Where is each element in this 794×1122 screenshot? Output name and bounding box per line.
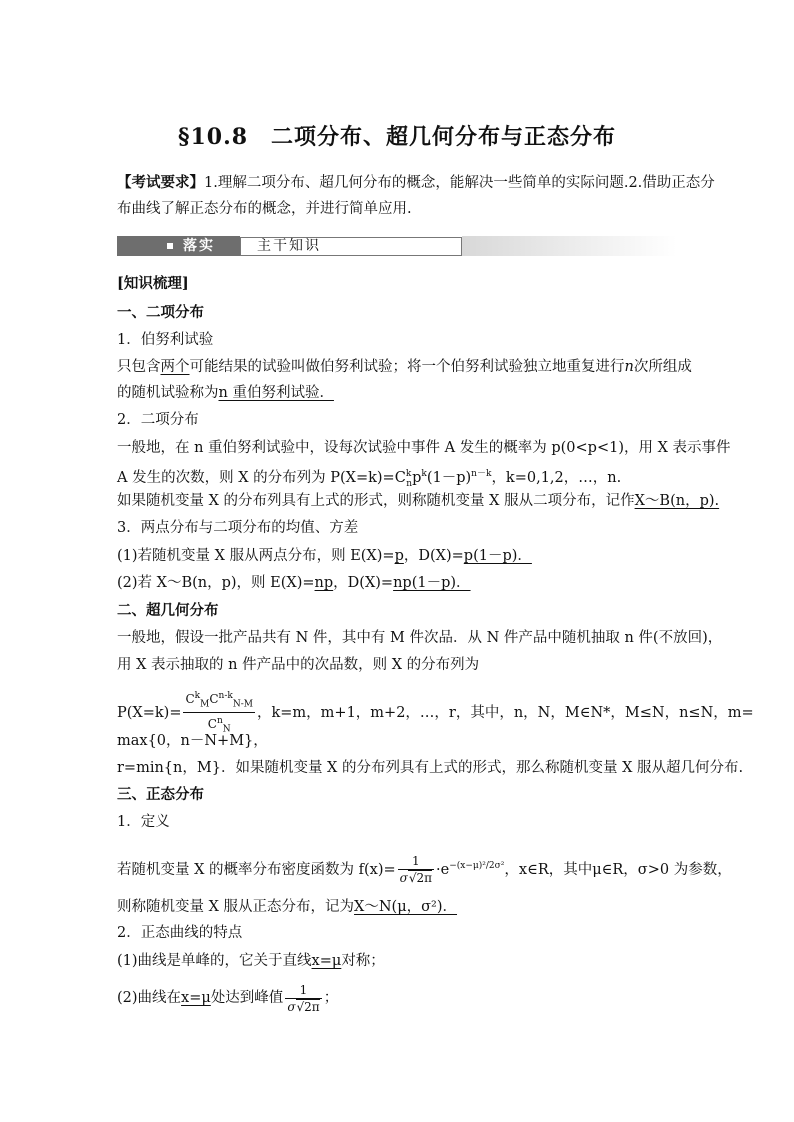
text-span: 如果随机变量 X 的分布列具有上式的形式，则称随机变量 X 服从二项分布，记作 [117, 493, 635, 509]
underlined-answer: np [314, 575, 334, 591]
text-span: 对称； [341, 953, 385, 969]
density-fraction [398, 853, 434, 886]
underlined-answer: p(1－p)． [463, 548, 532, 564]
text-span: (2)曲线在 [117, 990, 182, 1006]
text-span: 则称随机变量 X 服从正态分布，记为 [117, 899, 355, 915]
underlined-answer: X～N(μ，σ²)． [354, 899, 458, 915]
square-bullet-icon [167, 243, 173, 249]
underlined-answer: np(1－p)． [393, 575, 471, 591]
section-normal-heading: 三、正态分布 [117, 786, 204, 803]
text-span: p [412, 469, 422, 486]
binomial-mean-variance [117, 573, 677, 593]
exam-requirements-text-1: 1.理解二项分布、超几何分布的概念，能解决一些简单的实际问题.2.借助正态分 [204, 175, 715, 191]
normal-curve-heading: 2．正态曲线的特点 [117, 925, 243, 941]
normal-density-formula [117, 848, 732, 888]
bernoulli-text-1 [117, 357, 692, 377]
text-span: ·e [436, 861, 450, 878]
text-span: 处达到峰值 [210, 990, 284, 1006]
text-span: ，x∈R，其中μ∈R，σ>0 为参数， [504, 861, 732, 878]
text-span: 只包含 [117, 359, 161, 375]
binomial-text-1: 一般地，在 n 重伯努利试验中，设每次试验中事件 A 发生的概率为 p(0<p<1)，用 X 表示事件 [117, 440, 731, 456]
peak-fraction [285, 982, 321, 1015]
hypergeometric-text-4: max{0，n－N+M}， [117, 733, 268, 749]
normal-curve-feature-2 [117, 980, 677, 1016]
exam-requirements-label: 【考试要求】 [117, 174, 204, 191]
text-span: (2)若 X～B(n，p)，则 E(X)= [117, 575, 315, 591]
text-span: ，D(X)= [333, 575, 394, 591]
mean-variance-heading: 3．两点分布与二项分布的均值、方差 [117, 520, 359, 536]
hypergeometric-text-5: r=min{n，M}．如果随机变量 X 的分布列具有上式的形式，那么称随机变量 X 服从超几何分布. [117, 760, 744, 776]
normal-definition-heading: 1．定义 [117, 814, 170, 830]
banner-fade [462, 236, 677, 256]
underlined-answer: 两个 [160, 359, 190, 375]
hypergeometric-denominator: $C^n_N$ [207, 716, 231, 735]
page-title: §10.8 二项分布、超几何分布与正态分布 [177, 124, 617, 150]
exam-requirements-line-2: 布曲线了解正态分布的概念，并进行简单应用. [117, 201, 412, 217]
binomial-text-2: A 发生的次数，则 X 的分布列为 $P(X=k)=C^k_np^k(1-p)^{n-k}$，k=0,1,2，…，n. [117, 469, 622, 489]
exponent: −(x−μ)²/2σ² [449, 861, 505, 871]
binomial-text-3 [117, 491, 720, 511]
normal-definition-text-2 [117, 897, 677, 917]
normal-curve-feature-1 [117, 951, 677, 971]
text-span: 可能结果的试验叫做伯努利试验；将一个伯努利试验独立地重复进行 [189, 359, 625, 375]
text-span: ，k=0,1,2，…，n. [491, 469, 622, 486]
text-span: 次所组成 [633, 359, 692, 375]
text-span: A 发生的次数，则 X 的分布列为 P(X=k)=C [117, 469, 406, 486]
section-banner [117, 236, 677, 256]
text-span: n [624, 359, 634, 375]
two-point-mean-variance [117, 546, 677, 566]
underlined-answer: X～B(n，p). [634, 493, 720, 509]
section-binomial-heading: 一、二项分布 [117, 304, 204, 321]
text-span: ； [323, 990, 339, 1006]
text-span: (1)若随机变量 X 服从两点分布，则 E(X)= [117, 548, 395, 564]
binomial-heading: 2．二项分布 [117, 412, 199, 428]
hypergeometric-numerator: $C^k_MC^{n-k}_{N-M}$ [183, 688, 255, 713]
text-span: (1)曲线是单峰的，它关于直线 [117, 953, 312, 969]
hypergeometric-text-2: 用 X 表示抽取的 n 件产品中的次品数，则 X 的分布列为 [117, 657, 480, 673]
peak-numerator: 1 [285, 982, 321, 999]
banner-light-segment [240, 237, 462, 256]
underlined-answer: n 重伯努利试验． [218, 385, 334, 401]
density-numerator: 1 [398, 853, 434, 870]
banner-light-label: 主干知识 [257, 238, 321, 254]
hypergeometric-text-1: 一般地，假设一批产品共有 N 件，其中有 M 件次品．从 N 件产品中随机抽取 n 件(不放回)， [117, 630, 723, 646]
bernoulli-heading: 1．伯努利试验 [117, 332, 214, 348]
text-span: ，k=m，m+1，m+2，…，r，其中，n，N，M∈N*，M≤N，n≤N，m= [256, 704, 754, 721]
bernoulli-text-2 [117, 383, 677, 403]
knowledge-heading: [知识梳理] [117, 275, 189, 292]
density-denominator: σ√2π [399, 871, 433, 886]
underlined-answer: x=μ [181, 990, 211, 1006]
peak-denominator: σ√2π [287, 999, 320, 1014]
underlined-answer: x=μ [311, 953, 342, 969]
banner-dark-label: 落实 [183, 238, 215, 254]
section-hypergeometric-heading: 二、超几何分布 [117, 602, 219, 619]
text-span: P(X=k)= [117, 704, 182, 721]
underlined-answer: p [394, 548, 404, 564]
text-span: ，D(X)= [403, 548, 464, 564]
text-span: 若随机变量 X 的概率分布密度函数为 f(x)= [117, 861, 396, 878]
text-span: 的随机试验称为 [117, 385, 219, 401]
text-span: (1－p) [426, 469, 472, 486]
banner-dark-segment [117, 236, 240, 256]
exam-requirements-line-1 [117, 173, 715, 193]
